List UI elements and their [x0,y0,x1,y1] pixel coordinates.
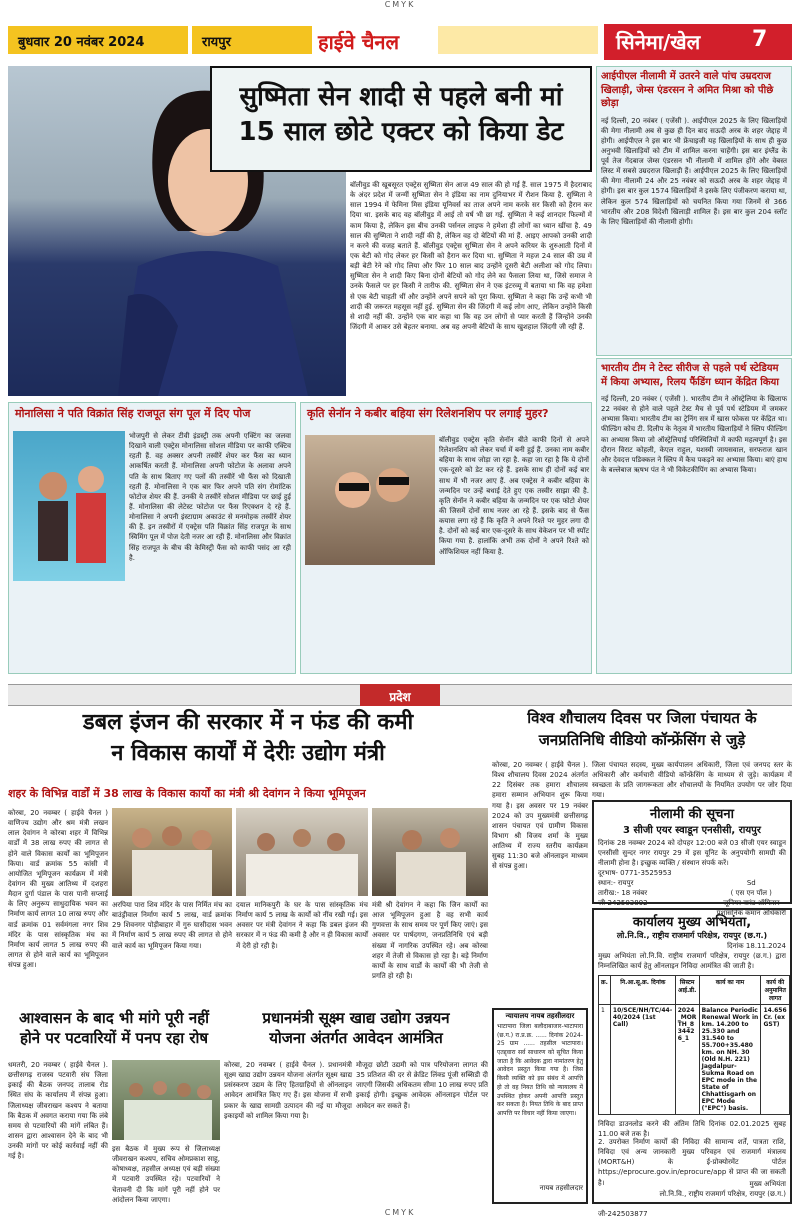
auction-notice-sign-name: ( एस एन पॉल ) [730,889,772,898]
tender-footer-1: निविदा डाउनलोड करने की अंतिम तिथि दिनांक 02.01.2025 सुबह 11.00 बजे तक है। [598,1120,786,1139]
pradesh-body-2: अरपिया पारा शिव मंदिर के पास निर्मित मंच का बाउंड्रीवाल निर्माण कार्य 5 लाख, वार्ड क्रमांक 29 शिवनगर पोड़ीबाहार में गुरु घासीदास भवन में निर्माण कार्य 5 लाख रुपए की लागत से होने वाले कार्य का भूमिपूजन किया गया। [112,901,232,950]
pradesh-subhead: शहर के विभिन्न वार्डों में 38 लाख के विकास कार्यों का मंत्री श्री देवांगन ने किया भूमिपूजन [8,787,366,800]
legal-notice-title: न्यायालय नायब तहसीलदार [505,1012,575,1020]
legal-notice-body: भाटापारा जिला बलौदाबाजार-भाटापारा (छ.ग.) रा.प्र.क्र. ...... दिनांक 2024-25 ग्राम ...... तहसील भाटापारा। एतद्द्वारा सर्व साधारण को सूचित किया जाता है कि आवेदक द्वारा नामांतरण हेतु आवेदन प्रस्तुत किया गया है। जिस किसी व्यक्ति को इस संबंध में आपत्ति हो तो वह नियत तिथि को न्यायालय में उपस्थित होकर अपनी आपत्ति प्रस्तुत कर सकता है। नियत तिथि के बाद प्राप्त आपत्ति पर विचार नहीं किया जाएगा। [497,1023,583,1117]
sushmita-headline-2: 15 साल छोटे एक्टर को किया डेट [238,117,564,148]
india-team-headline: भारतीय टीम ने टेस्ट सीरीज से पहले पर्थ स्टेडियम में किया अभ्यास, रिलय फैंडिंग ध्यान केंद्रित किया [601,363,779,388]
tender-col-work: कार्य का नाम [699,976,761,1005]
auction-notice-firm: 3 सीजी एयर स्वाडून एनसीसी, रायपुर [623,825,761,836]
tender-ref: जी-242503877 [598,1210,648,1219]
pmfme-body-2: मौजूदा छोटी उद्यमी को पात्र परियोजना लागत की 35 प्रतिशत की दर से क्रेडिट लिंक्ड पूंजी सब्सिडी दी जाएगी जिसकी अधिकतम सीमा 10 लाख रुपए प्रति इकाई होगी। इच्छुक आवेदक ऑनलाइन पोर्टल पर आवेदन कर सकते हैं। [356,1061,488,1110]
tender-cell-nit: 10/SCE/NH/TC/44-40/2024 (1st Call) [610,1005,675,1115]
tender-col-nit: नि.आ.सू.क्र. दिनांक [610,976,675,1005]
tender-intro: मुख्य अभियंता लो.नि.वि. राष्ट्रीय राजमार्ग परिक्षेत्र, रायपुर (छ.ग.) द्वारा निम्नलिखित कार्य हेतु ऑनलाइन निविदा आमंत्रित की जाती है। [598,952,786,971]
auction-notice-ref: जी-242503892 [598,899,648,908]
tender-cell-cost: 14.656 Cr. (ex GST) [761,1005,790,1115]
patwari-headline-1: आश्वासन के बाद भी मांगे पूरी नहीं [18,1009,210,1027]
page-header [8,18,792,64]
auction-notice [592,800,792,918]
issue-city: रायपुर [192,26,312,54]
auction-headline: आईपीएल नीलामी में उतरने वाले पांच उम्रदराज खिलाड़ी, जेम्स एंडरसन ने अमित मिश्रा को पीछे छोड़ा [601,71,774,109]
tender-col-cost: कार्य की अनुमानित लागत [761,976,790,1005]
kriti-body: बॉलीवुड एक्ट्रेस कृति सेनॉन बीते काफी दिनों से अपने रिलेशनशिप को लेकर चर्चा में बनी हुई हैं. उनका नाम कबीर बहिया के साथ जोड़ा जा रहा है. कहा जा रहा है कि ये दोनों एक-दूसरे को डेट कर रहे हैं. इसके साथ ही दोनों कई बार साथ में भी नजर आए हैं. अब एक्ट्रेस ने कबीर बहिया के जन्मदिन पर उन्हें बधाई देते हुए एक तस्वीर साझा की है. कृति सेनॉन ने कबीर बहिया के जन्मदिन पर एक फोटो शेयर की जिसमें दोनों साथ नजर आ रहे हैं. इसके बाद से फैंस कयास लगा रहे हैं कि कृति ने अपने रिश्ते पर मुहर लगा दी है. दोनों को कई बार एक-दूसरे के साथ वेकेशन पर भी स्पॉट किया गया है. हालांकि अभी तक दोनों ने अपने रिश्ते को ऑफिशियल नहीं किया है. [439,436,589,556]
pradesh-headline-1: डबल इंजन की सरकार में न फंड की कमी [82,710,414,735]
tender-cell-no: 1 [599,1005,611,1115]
monalisa-headline: मोनालिसा ने पति विक्रांत सिंह राजपूत संग पूल में दिए पोज [15,407,251,420]
tender-cell-work: Balance Periodic Renewal Work in km. 14.200 to 25.330 and 31.540 to 55.700+35.480 km. on NH. 30 (Old N.H. 221) Jagdalpur-Sukma Road on EPC mode in the State of Chhattisgarh on EPC Mode ("EPC") basis. [699,1005,761,1115]
minister-photo-1 [112,808,232,896]
sushmita-headline-1: सुष्मिता सेन शादी से पहले बनी मां [239,82,563,112]
minister-photo-3 [372,808,488,896]
pmfme-headline-block [224,1008,488,1058]
legal-notice-sign: नायब तहसीलदार [539,1184,583,1192]
tender-title: कार्यालय मुख्य अभियंता, [632,915,752,930]
patwari-body-1: धमतरी, 20 नवम्बर ( हाईवे चैनल ). छत्तीसगढ़ राजस्व पटवारी संघ जिला इकाई की बैठक जनपद तालाब रोड स्थित संघ के कार्यालय में संपन्न हुआ। जिलाध्यक्ष जीवराखन कश्यप ने बताया कि बैठक में अवगत कराया गया कि लंबे समय से पटवारियों की मांगें लंबित हैं। शासन द्वारा आश्वासन देने के बाद भी उनकी मांगों पर कोई कार्रवाई नहीं की गई है। [8,1061,108,1161]
auction-story [596,66,792,356]
sushmita-headline-box [210,66,592,172]
auction-notice-sign: Sd [746,879,756,887]
tender-sign-sub: लो.नि.वि., राष्ट्रीय राजमार्ग परिक्षेत्र, रायपुर (छ.ग.) [659,1190,786,1199]
pmfme-headline-2: योजना अंतर्गत आवेदन आमंत्रित [269,1029,443,1048]
newspaper-logo: हाईवे चैनल [318,30,400,54]
kriti-photo [305,435,435,565]
vishwa-headline: विश्व शौचालय दिवस पर जिला पंचायत के जनप्रतिनिधि वीडियो कॉन्फ्रेंसिंग से जुड़े [527,709,757,749]
pmfme-body-1: कोरबा, 20 नवम्बर ( हाईवे चैनल ). प्रधानमंत्री सूक्ष्म खाद्य उद्योग उन्नयन योजना अंतर्गत सूक्ष्म खाद्य प्रसंस्करण उद्यम के लिए हितग्राहियों से ऑनलाइन आवेदन आमंत्रित किए गए हैं। इस योजना में सभी प्रकार के खाद्य सामग्री उत्पादन की नई या मौजूदा इकाइयों को शामिल किया गया है। [224,1061,352,1120]
pradesh-body-4: मंत्री श्री देवांगन ने कहा कि जिन कार्यों का आज भूमिपूजन हुआ है वह सभी कार्य गुणवत्ता के साथ समय पर पूर्ण किए जाएं। इस अवसर पर पार्षदगण, जनप्रतिनिधि एवं बड़ी संख्या में नागरिक उपस्थित रहे। अब कोरबा शहर में तेजी से विकास हो रहा है। बड़े निर्माण कार्यों के साथ वार्डों के कार्यों की भी तेजी से प्रगति हो रही है। [372,901,488,980]
auction-notice-date: तारीख:- 18 नवंबर [598,889,648,898]
issue-date: बुधवार 20 नवंबर 2024 [8,26,188,54]
auction-notice-place: स्थान:- रायपुर [598,879,634,887]
india-team-story [596,358,792,674]
pmfme-headline-1: प्रधानमंत्री सूक्ष्म खाद्य उद्योग उन्नयन [262,1009,450,1027]
monalisa-photo [13,431,125,581]
tender-col-no: क्र. [599,976,611,1005]
pradesh-body-1: कोरबा, 20 नवम्बर ( हाईवे चैनल ) वाणिज्य उद्योग और श्रम मंत्री लखन लाल देवांगन ने कोरबा शहर में विभिन्न वार्डों में 38 लाख रुपए की लागत से होने वाले विकास कार्यों का भूमिपूजन किया। वार्ड क्रमांक 55 कांसी में आयोजित भूमिपूजन कार्यक्रम में मंत्री देवांगन की मुख्य आतिथ्य में दशहरा मैदान दुर्गा पंडाल के पास पानी सप्लाई के लिए अनुरूप साधुदायिक भवन का निर्माण कार्य लागत 10 लाख रुपए और वार्ड क्रमांक 01 सर्वमंगला नगर शिव मंदिर के पास सांस्कृतिक मंच का निर्माण कार्य लागत 5 लाख रुपए की लागत से होने वाले कार्य का भूमिपूजन संपन्न हुआ। [8,809,108,970]
patwari-headline-2: होने पर पटवारियों में पनप रहा रोष [19,1029,209,1048]
minister-photo-2 [236,808,368,896]
auction-body: नई दिल्ली, 20 नवंबर ( एजेंसी ). आईपीएल 2025 के लिए खिलाड़ियों की मेगा नीलामी अब से कुछ ही दिन बाद सऊदी अरब के शहर जेद्दाह में होगी। आईपीएल ने इस बार भी फ्रेंचाइजी यह खिलाड़ियों के साथ ही कुछ अनुभवी खिलाड़ियों को टीम में शामिल करना चाहेंगी। इस बार इंग्लैंड के पूर्व तेज गेंदबाज जेम्स एंडरसन भी नीलामी में शामिल होंगे और वेबस्त लिस्ट में सबसे उम्रदराज खिलाड़ी हैं। आईपीएल 2025 के लिए खिलाड़ियों की मेगा नीलामी 24 और 25 नवंबर को सऊदी अरब के शहर जेद्दाह में होगी। इस बार कुल 1574 खिलाड़ियों ने इसके लिए पंजीकरण कराया था, लेकिन कुल 574 खिलाड़ियों को चयनित किया गया जिनमें से 366 भारतीय और 208 विदेशी खिलाड़ी शामिल हैं। इस बार कुल 204 स्लॉट के लिए खिलाड़ियों की नीलामी होगी। [601,116,787,226]
tender-date: दिनांक 18.11.2024 [727,942,786,950]
header-strip [438,26,598,54]
sushmita-body: बॉलीवुड की खूबसूरत एक्ट्रेस सुष्मिता सेन आज 49 साल की हो गई हैं. साल 1975 में हैदराबाद के अंदर प्रदेश में जन्मीं सुष्मिता सेन ने इंडिया का नाम दुनियाभर में रौशन किया है. सुष्मिता ने साल 1994 में फेमिना मिस इंडिया यूनिवर्स का ताज अपने नाम करके सर किसी को हैरान कर दिया था. इसके बाद वह बॉलीवुड में आई तो वर्ष भी छा गई. सुष्मिता ने कई शानदार फिल्मों में काम किया है, लेकिन इस बीच उनकी पर्सनल लाइफ ने हमेशा ही लोगों का ध्यान खींचा है. 49 साल की सुष्मिता ने शादी नहीं की है, लेकिन वह दो बेटियों की मां हैं. आइए आपको उनकी शादी न करने की वजह बताते हैं. बॉलीवुड एक्ट्रेस सुष्मिता सेन ने अपने करियर के शुरुआती दिनों में एक बेटी को गोद लेकर हर किसी को हैरान कर दिया था. सुष्मिता ने महज 24 साल की उम्र में बड़ी बेटी रेने को गोद लिया और फिर 10 साल बाद उन्होंने दूसरी बेटी अलीशा को गोद लिया। सुष्मिता सेन ने शादी किए बिना दोनों बेटियों को गोद लेने का फैसला लिया था, जिसे समाज ने उनके फैसले पर हर किसी ने तारीफ की. सुष्मिता सेन ने एक इंटरव्यू में बताया था कि वह हमेशा से एक बेटी चाहती थीं और उन्होंने अपने सपने को पूरा किया. सुष्मिता ने कहा कि उन्हें कभी भी शादी की जरूरत महसूस नहीं हुई. सुष्मिता सेन की जिंदगी में कई लोग आए, लेकिन उन्होंने किसी से शादी नहीं की. उन्होंने एक बार कहा था कि वह उन लोगों से प्यार करती हैं जिन्होंने उनकी जिंदगी में आकर उसे बेहतर बनाया. अब वह अपनी बेटियों के साथ खुशहाल जिंदगी जी रही हैं. [350,181,592,331]
tender-subtitle: लो.नि.वि., राष्ट्रीय राजमार्ग परिक्षेत्र, रायपुर (छ.ग.) [616,931,768,940]
pradesh-headline-2: न विकास कार्यों में देरीः उद्योग मंत्री [111,740,385,766]
auction-notice-phone: दूरभाष- 0771-3525953 [598,869,672,877]
tender-footer-2: 2. उपरोक्त निर्माण कार्यों की निविदा की सामान्य शर्तें, पात्रता राशि, निविदा एवं अन्य जानकारी मुख्य परिवहन एवं राजमार्ग मंत्रालय (MORT&H) के ई-प्रोक्योरमेंट पोर्टल https://eprocure.gov.in/eprocure/app से प्राप्त की जा सकती है। [598,1138,786,1187]
legal-notice [492,1008,588,1204]
auction-notice-body: दिनांक 28 नवम्बर 2024 को दोपहर 12:00 बजे 03 सीजी एयर स्वाडून एनसीसी सुन्दर नगर रायपुर 29 में इस यूनिट के अनुपयोगी सामग्री की नीलामी होना है। इच्छुक व्यक्ति / संस्थान संपर्क करें। [598,839,786,868]
page-number: 7 [738,24,792,60]
patwari-body-2: इस बैठक में मुख्य रूप से जिलाध्यक्ष जीवराखन कश्यप, सचिव ओमप्रकाश साहू, कोषाध्यक्ष, तहसील अध्यक्ष एवं बड़ी संख्या में पटवारी उपस्थित रहे। पटवारियों ने चेतावनी दी कि मांगें पूरी नहीं होने पर आंदोलन किया जाएगा। [112,1145,220,1204]
vishwa-body-2: जिला पंचायत सदस्य, मुख्य कार्यपालन अधिकारी, जिला एवं जनपद स्तर के अधिकारी और कर्मचारी वीडियो कॉन्फ्रेंसिंग के माध्यम से जुड़े। कार्यक्रम में स्वच्छता के प्रति जागरूकता और शौचालयों के नियमित उपयोग पर जोर दिया गया। [592,761,792,800]
auction-notice-sign-post: प्रशासनिक कमान अधिकारी [716,909,786,918]
kriti-headline: कृति सेनॉन ने कबीर बहिया संग रिलेशनशिप पर लगाई मुहर? [307,407,549,420]
tender-col-system: सिस्टम आई.डी. [675,976,699,1005]
monalisa-story [8,402,296,674]
section-title: सिनेमा/खेल [604,24,792,60]
tender-header-row [599,976,790,1005]
table-row [599,1005,790,1115]
tender-sign-title: मुख्य अभियंता [749,1180,786,1188]
tender-notice [592,908,792,1219]
pradesh-body-3: दयाल मानिकपुरी के घर के पास सांस्कृतिक मंच निर्माण कार्य 5 लाख के कार्यों को नींव रखी गई। इस अवसर पर मंत्री देवांगन ने कहा कि डबल इंजन की सरकार में न फंड की कमी है और न ही विकास कार्यों में देरी हो रही है। [236,901,368,950]
india-team-body: नई दिल्ली, 20 नवंबर ( एजेंसी ). भारतीय टीम ने ऑस्ट्रेलिया के खिलाफ 22 नवंबर से होने वाले पहले टेस्ट मैच से पूर्व पर्थ स्टेडियम में जमकर अभ्यास किया। भारतीय टीम का ट्रेनिंग सत्र में खास फोकस पर केंद्रित था। फील्डिंग कोच टी. दिलीप के नेतृत्व में भारतीय खिलाड़ियों ने स्लिप फील्डिंग का अभ्यास किया जो ऑस्ट्रेलियाई परिस्थितियों में काफी महत्वपूर्ण है। इस दौरान विराट कोहली, केएल राहुल, यशस्वी जायसवाल, सरफराज खान और देवदत्त पडिक्कल ने स्लिप में कैच पकड़ने का अभ्यास किया। बाएं हाथ के बल्लेबाज ऋषभ पंत ने भी विकेटकीपिंग का अभ्यास किया। [601,395,787,474]
registration-mark-top: CMYK [384,0,416,9]
pradesh-headline-block [8,708,488,784]
patwari-headline-block [8,1008,220,1058]
auction-notice-sign-rank: जूनियर वारंट ऑफिसर [723,899,780,908]
monalisa-body: भोजपुरी से लेकर टीवी इंडस्ट्री तक अपनी एक्टिंग का जलवा दिखाने वाली एक्ट्रेस मोनालिसा सोशल मीडिया पर काफी एक्टिव रहती हैं. वह अक्सर अपनी तस्वीरें शेयर कर फैंस का ध्यान आकर्षित करती हैं. मोनालिसा अपनी फोटोज के अलावा अपने पति के साथ बिताए गए पलों की तस्वीरें भी फैंस को दिखाती रहती हैं. मोनालिसा ने एक बार फिर अपने पति संग रोमांटिक फोटोज शेयर की हैं. उनकी ये तस्वीरें सोशल मीडिया पर छाई हुई हैं. मोनालिसा की लेटेस्ट फोटोज पर फैंस रिएक्शन दे रहे हैं. मोनालिसा ने अपनी इंस्टाग्राम अकाउंट से मनमोहक तस्वीरें शेयर की हैं. इन तस्वीरों में एक्ट्रेस पति विक्रांत सिंह राजपूत के साथ स्विमिंग पूल में पोज देती नजर आ रही हैं. मोनालिसा और विक्रांत सिंह राजपूत के बीच की केमिस्ट्री फैंस को काफी पसंद आ रही है. [129,432,291,562]
auction-notice-title: नीलामी की सूचना [650,807,734,822]
patwari-photo [112,1060,220,1140]
vishwa-body-1: कोरबा, 20 नवम्बर ( हाईवे चैनल ). विश्व शौचालय दिवस 2024 अंतर्गत 22 दिसंबर तक हमारा शौचालय हमारा सम्मान अभियान शुरू किया गया है। इस अवसर पर 19 नवंबर 2024 को उप मुख्यमंत्री छत्तीसगढ़ शासन पंचायत एवं ग्रामीण विकास विभाग श्री विजय शर्मा के मुख्य आतिथ्य में राज्य स्तरीय कार्यक्रम सुबह 11:30 बजे ऑनलाइन माध्यम से संपन्न हुआ। [492,761,588,871]
tender-cell-system: 2024_MORTH_834426_1 [675,1005,699,1115]
tender-table [598,975,790,1115]
kriti-story [300,402,592,674]
registration-mark-bottom: CMYK [384,1208,416,1217]
section-label-pradesh: प्रदेश [360,684,440,706]
